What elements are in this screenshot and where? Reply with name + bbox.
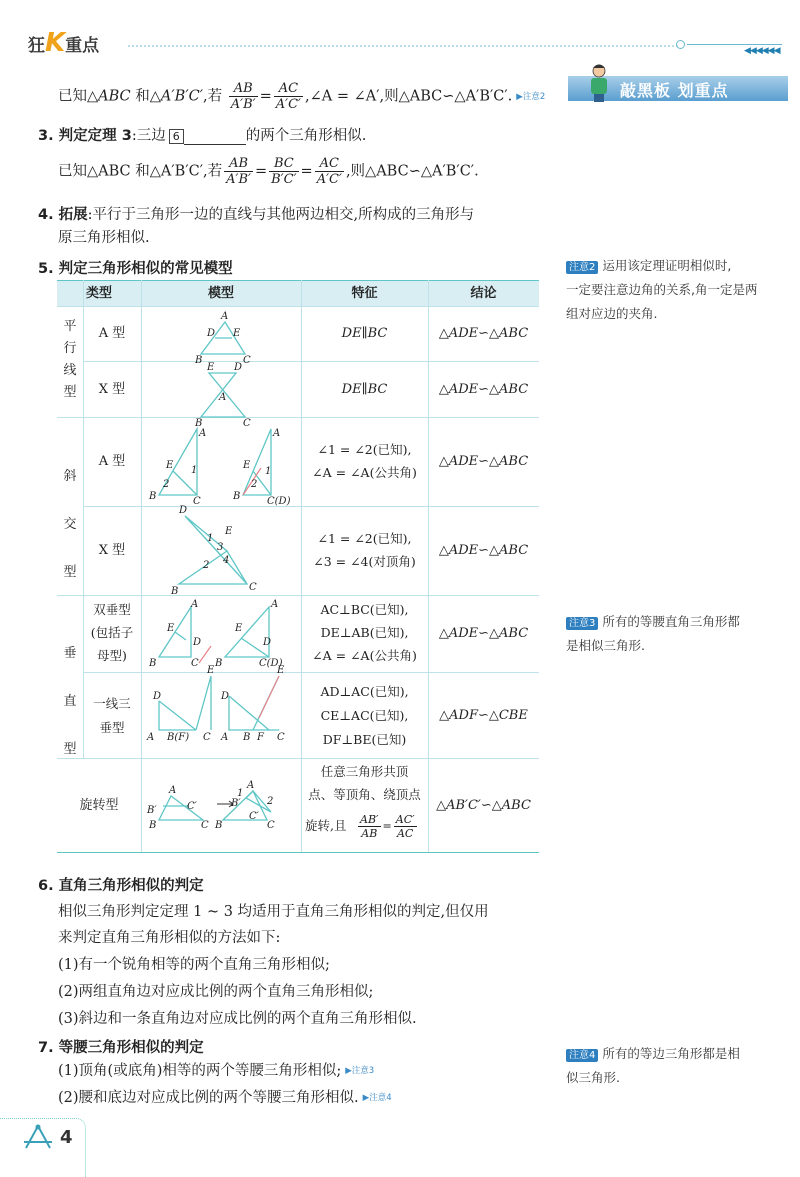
section-6-item-1: (1)有一个锐角相等的两个直角三角形相似;: [58, 957, 330, 973]
row-conclusion: △ADE∽△ABC: [438, 454, 529, 469]
theorem2-condition: 已知△ABC 和△A′B′C′,若 $\frac{AB}{A'B'}$ = $\frac{AC}{A'C'}$ ,∠A = ∠A′,则△ABC∽△A′B′C′. ▶注意2: [58, 81, 546, 112]
row-feature: ∠1 = ∠2(已知),: [317, 442, 412, 457]
svg-text:2: 2: [267, 796, 274, 807]
svg-text:A: A: [221, 732, 229, 743]
svg-text:1: 1: [191, 465, 198, 476]
table-header-type: 类型: [85, 286, 112, 301]
row-feature: 旋转,且: [305, 818, 347, 833]
svg-text:C: C: [267, 820, 275, 831]
logo-k: K: [45, 28, 66, 58]
row-conclusion: △ADE∽△ABC: [438, 543, 529, 558]
svg-text:C′: C′: [187, 801, 197, 812]
section-6-paragraph: 相似三角形判定定理 1 ~ 3 均适用于直角三角形相似的判定,但仅用: [58, 904, 489, 920]
row-feature: CE⊥AC(已知),: [320, 708, 409, 723]
header-rule: [687, 44, 782, 45]
svg-text:C(D): C(D): [267, 496, 291, 507]
svg-text:D: D: [193, 637, 202, 648]
note-3: 注意3 所有的等腰直角三角形都 是相似三角形.: [566, 614, 740, 653]
svg-text:B: B: [149, 820, 157, 831]
svg-text:C: C: [243, 418, 251, 429]
row-conclusion: △ADE∽△ABC: [438, 326, 529, 341]
row-feature: ∠A = ∠A(公共角): [312, 465, 417, 480]
row-type: 一线三: [93, 696, 131, 711]
note-link-3[interactable]: ▶注意3: [345, 1066, 375, 1076]
logo-text: 重点: [65, 36, 100, 56]
svg-text:E: E: [166, 460, 174, 471]
svg-text:1: 1: [207, 533, 214, 544]
svg-text:D: D: [207, 328, 216, 339]
row-type: 母型): [97, 648, 127, 663]
svg-text:E: E: [167, 623, 175, 634]
section-5-heading: 5. 判定三角形相似的常见模型: [38, 261, 233, 277]
row-conclusion: △AB′C′∽△ABC: [436, 798, 531, 813]
svg-text:A: A: [273, 428, 281, 439]
svg-text:A: A: [271, 599, 279, 610]
compass-ruler-icon: [20, 1124, 56, 1152]
svg-text:4: 4: [223, 555, 230, 566]
row-conclusion: △ADE∽△ABC: [438, 626, 529, 641]
svg-text:2: 2: [163, 479, 170, 490]
row-type: X 型: [98, 382, 126, 397]
row-type: 旋转型: [79, 798, 119, 813]
row-type: (包括子: [90, 625, 134, 640]
header-circle-icon: [676, 40, 685, 49]
row-type: 垂型: [99, 720, 125, 735]
fraction: $\frac{AC}{A'C'}$: [275, 81, 302, 112]
svg-text:E: E: [243, 460, 251, 471]
section-4-text: 原三角形相似.: [58, 230, 150, 246]
svg-text:D: D: [263, 637, 272, 648]
svg-text:A: A: [221, 311, 229, 322]
svg-text:A: A: [191, 599, 199, 610]
svg-text:D: D: [179, 505, 188, 516]
svg-text:1: 1: [265, 466, 272, 477]
group-parallel-label: 平 行 线 型: [63, 319, 77, 400]
svg-text:F: F: [257, 732, 264, 743]
row-feature: AC⊥BC(已知),: [320, 602, 409, 617]
svg-text:C: C: [249, 582, 257, 593]
header-arrows-icon: ◀◀◀◀◀◀: [744, 46, 780, 56]
svg-text:A: A: [147, 732, 155, 743]
section-6-item-3: (3)斜边和一条直角边对应成比例的两个直角三角形相似.: [58, 1011, 417, 1027]
svg-text:C: C: [277, 732, 285, 743]
svg-text:E: E: [233, 328, 241, 339]
section-7-item-1: (1)顶角(或底角)相等的两个等腰三角形相似; ▶注意3: [58, 1063, 375, 1079]
row-feature: DE∥BC: [341, 382, 388, 397]
fraction: $\frac{AB}{A'B'}$: [230, 81, 256, 112]
svg-text:B′: B′: [231, 798, 241, 809]
svg-text:E: E: [225, 526, 233, 537]
rotation-fraction: $\frac{AB'}{AB}$ = $\frac{AC'}{AC}$: [360, 813, 415, 840]
svg-text:B: B: [233, 491, 241, 502]
row-type: 双垂型: [93, 602, 131, 617]
row-feature: DF⊥BE(已知): [322, 732, 407, 747]
svg-text:2: 2: [203, 560, 210, 571]
model-diagrams: [141, 306, 301, 852]
section-6-paragraph: 来判定直角三角形相似的方法如下:: [58, 930, 281, 946]
svg-text:C: C: [193, 496, 201, 507]
svg-text:C: C: [201, 820, 209, 831]
note-tag: 注意3: [566, 617, 598, 630]
row-feature: DE∥BC: [341, 326, 388, 341]
teacher-figure-icon: [582, 62, 616, 102]
svg-text:B: B: [195, 355, 203, 366]
logo-char: 狂: [28, 36, 45, 56]
svg-text:A: A: [169, 785, 177, 796]
note-2: 注意2 运用该定理证明相似时, 一定要注意边角的关系,角一定是两 组对应边的夹角.: [566, 258, 758, 321]
svg-text:B: B: [215, 820, 223, 831]
svg-text:C: C: [191, 658, 199, 669]
note-tag: 注意2: [566, 261, 598, 274]
theorem3-condition: 已知△ABC 和△A′B′C′,若 $\frac{AB}{A'B'}$ = $\frac{BC}{B'C'}$ = $\frac{AC}{A'C'}$ ,则△ABC∽△A′B′C′.: [58, 156, 479, 187]
svg-text:B: B: [171, 586, 179, 597]
svg-text:E: E: [207, 665, 215, 676]
sidebar-banner-title: 敲黑板 划重点: [620, 81, 729, 100]
row-conclusion: △ADE∽△ABC: [438, 382, 529, 397]
page-number: 4: [60, 1127, 73, 1148]
group-vertical-label: 垂 直 型: [63, 646, 77, 757]
svg-text:E: E: [277, 665, 285, 676]
note-tag: 注意4: [566, 1049, 598, 1062]
svg-text:B: B: [149, 491, 157, 502]
svg-text:B(F): B(F): [167, 732, 190, 743]
group-oblique-label: 斜 交 型: [63, 469, 77, 580]
section-7-heading: 7. 等腰三角形相似的判定: [38, 1040, 204, 1056]
table-header-feature: 特征: [351, 286, 378, 301]
section-6-item-2: (2)两组直角边对应成比例的两个直角三角形相似;: [58, 984, 374, 1000]
svg-text:C′: C′: [249, 811, 259, 822]
header-divider: [128, 45, 678, 47]
svg-text:2: 2: [251, 479, 258, 490]
table-header-conclusion: 结论: [470, 286, 497, 301]
svg-text:C: C: [203, 732, 211, 743]
row-type: X 型: [98, 543, 126, 558]
section-7-item-2: (2)腰和底边对应成比例的两个等腰三角形相似. ▶注意4: [58, 1090, 392, 1106]
svg-text:B: B: [149, 658, 157, 669]
row-type: A 型: [98, 326, 126, 341]
row-feature: 任意三角形共顶: [320, 764, 409, 779]
svg-text:B: B: [215, 658, 223, 669]
row-feature: ∠1 = ∠2(已知),: [317, 531, 412, 546]
row-feature: ∠A = ∠A(公共角): [312, 648, 417, 663]
blank-number: 6: [169, 129, 184, 144]
svg-text:A: A: [199, 428, 207, 439]
svg-text:A: A: [247, 780, 255, 791]
section-4-heading: 4. 拓展:平行于三角形一边的直线与其他两边相交,所构成的三角形与: [38, 207, 475, 223]
note-link-4[interactable]: ▶注意4: [362, 1093, 392, 1103]
svg-text:B: B: [243, 732, 251, 743]
svg-text:1: 1: [237, 788, 244, 799]
section-6-heading: 6. 直角三角形相似的判定: [38, 878, 204, 894]
note-4: 注意4 所有的等边三角形都是相 似三角形.: [566, 1046, 740, 1085]
row-feature: DE⊥AB(已知),: [320, 625, 409, 640]
svg-text:D: D: [221, 691, 230, 702]
svg-text:C: C: [243, 355, 251, 366]
svg-text:A: A: [219, 392, 227, 403]
svg-text:D: D: [234, 362, 243, 373]
svg-text:B′: B′: [147, 805, 157, 816]
models-table: [57, 280, 539, 854]
svg-text:C(D): C(D): [259, 658, 283, 669]
row-type: A 型: [98, 454, 126, 469]
row-feature: AD⊥AC(已知),: [320, 684, 409, 699]
row-conclusion: △ADF∽△CBE: [439, 708, 528, 723]
answer-blank[interactable]: [184, 130, 246, 145]
header-logo: [28, 28, 99, 58]
note-link-2[interactable]: ▶注意2: [516, 91, 546, 102]
svg-text:E: E: [235, 623, 243, 634]
row-feature: 点、等顶角、绕顶点: [308, 787, 421, 802]
table-header-model: 模型: [207, 286, 234, 301]
svg-text:B: B: [195, 418, 203, 429]
row-feature: ∠3 = ∠4(对顶角): [313, 554, 416, 569]
svg-text:D: D: [153, 691, 162, 702]
svg-text:E: E: [207, 362, 215, 373]
svg-text:3: 3: [217, 542, 224, 553]
section-3-heading: 3. 判定定理 3:三边 6 的两个三角形相似.: [38, 128, 367, 144]
